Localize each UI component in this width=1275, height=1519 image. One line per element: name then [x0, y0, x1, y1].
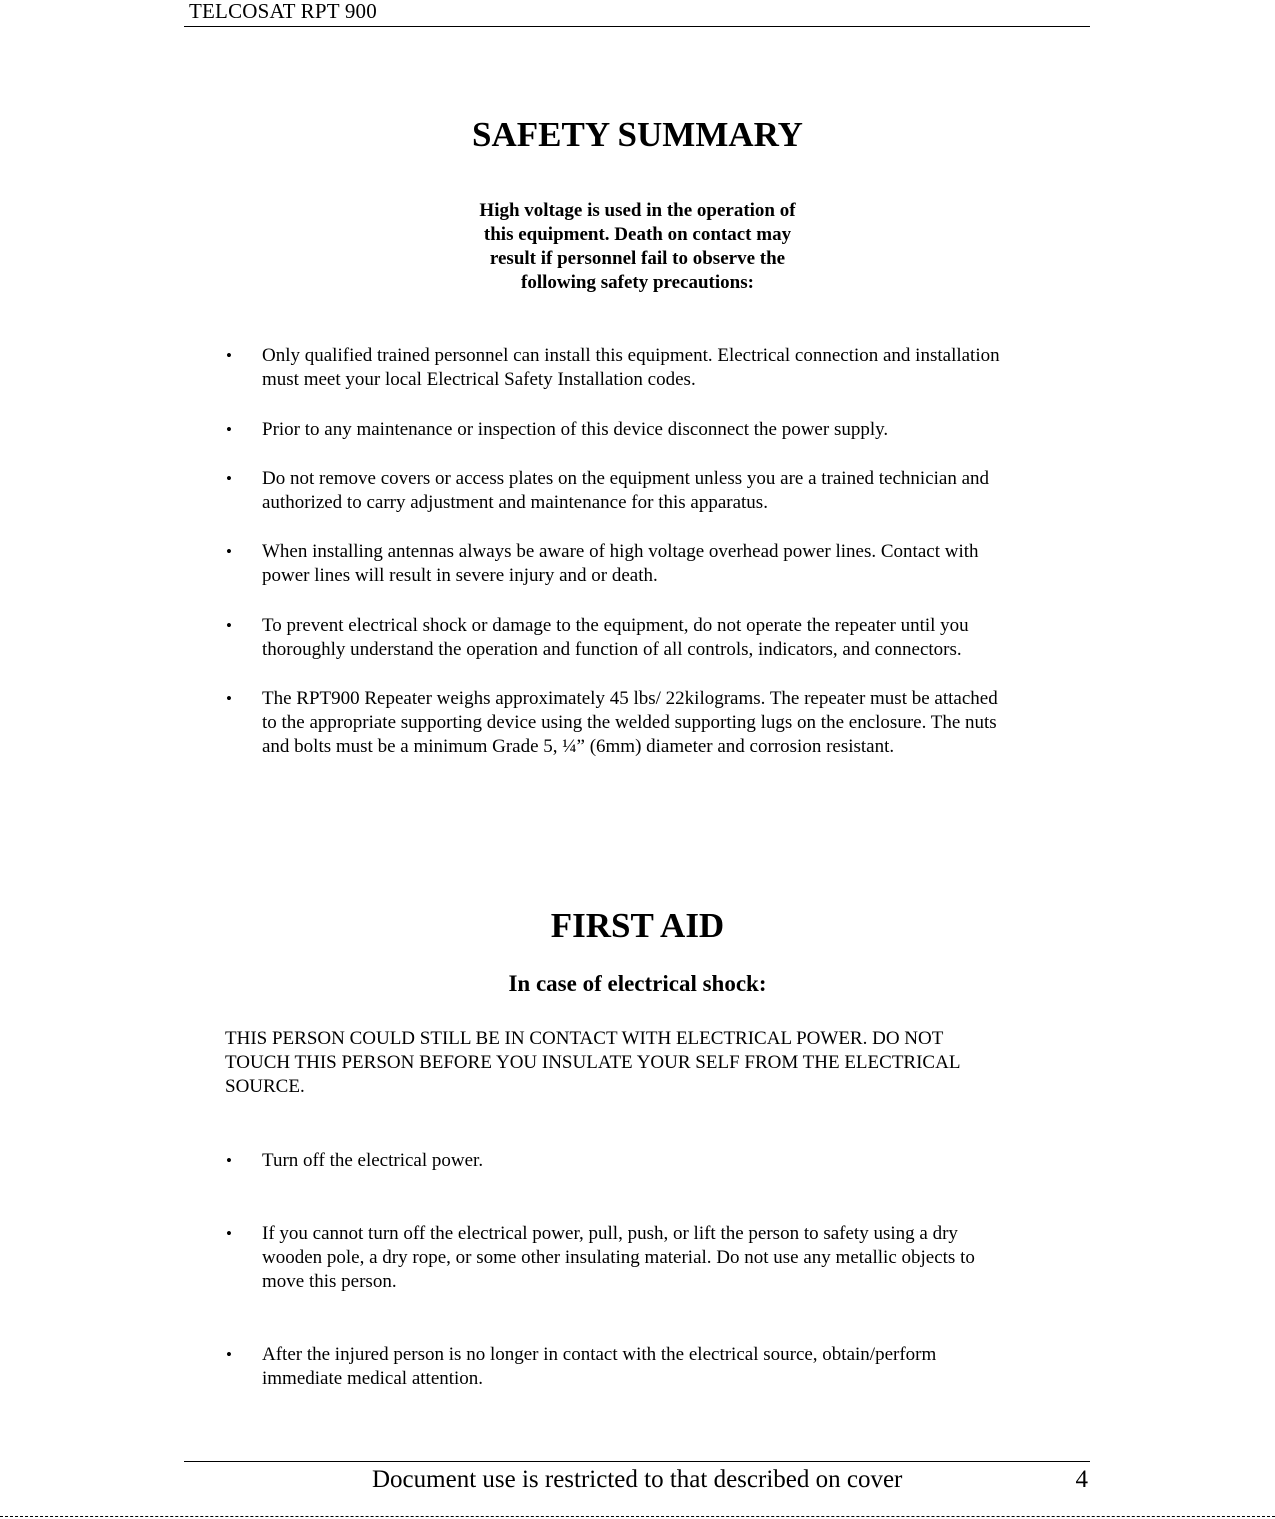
bullet-line: After the injured person is no longer in contact with the electrical source, obtain/perform — [262, 1344, 937, 1365]
bullet-line: When installing antennas always be aware of high voltage overhead power lines. Contact with — [262, 541, 979, 562]
bullet-line: The RPT900 Repeater weighs approximately 45 lbs/ 22kilograms. The repeater must be attached — [262, 688, 998, 709]
bullet-line: Only qualified trained personnel can install this equipment. Electrical connection and installation — [262, 345, 1000, 366]
caution-line: TOUCH THIS PERSON BEFORE YOU INSULATE YOUR SELF FROM THE ELECTRICAL — [225, 1052, 961, 1073]
warning-line: this equipment. Death on contact may — [483, 224, 792, 245]
bullet-line: and bolts must be a minimum Grade 5, ¼” (6mm) diameter and corrosion resistant. — [262, 736, 895, 757]
first-aid-subtitle: In case of electrical shock: — [508, 971, 767, 996]
bullet-line: Turn off the electrical power. — [262, 1150, 484, 1171]
page-footer — [184, 1461, 1090, 1502]
bullet-line: must meet your local Electrical Safety Installation codes. — [262, 369, 696, 390]
bullet-line: immediate medical attention. — [262, 1368, 484, 1389]
warning-line: High voltage is used in the operation of — [479, 200, 796, 221]
bullet-icon: • — [226, 469, 232, 488]
bullet-icon: • — [226, 420, 232, 439]
bullet-icon: • — [226, 542, 232, 561]
bullet-line: wooden pole, a dry rope, or some other insulating material. Do not use any metallic objects to — [262, 1247, 975, 1268]
bullet-icon: • — [226, 1151, 232, 1170]
bullet-line: power lines will result in severe injury and or death. — [262, 565, 658, 586]
warning-line: following safety precautions: — [521, 272, 754, 293]
page-edge-divider — [0, 1516, 1275, 1517]
bullet-line: thoroughly understand the operation and function of all controls, indicators, and connectors. — [262, 639, 962, 660]
electrical-contact-caution — [225, 1027, 1085, 1099]
footer-restriction-note: Document use is restricted to that described on cover — [372, 1466, 903, 1493]
bullet-line: move this person. — [262, 1271, 397, 1292]
bullet-line: Do not remove covers or access plates on the equipment unless you are a trained technician and — [262, 468, 990, 489]
page-number: 4 — [1075, 1466, 1088, 1493]
high-voltage-warning — [430, 199, 845, 295]
bullet-icon: • — [226, 1345, 232, 1364]
page-header — [184, 0, 1090, 27]
warning-line: result if personnel fail to observe the — [489, 248, 786, 269]
first-aid-title: FIRST AID — [550, 906, 725, 945]
safety-summary-title: SAFETY SUMMARY — [472, 115, 803, 154]
bullet-icon: • — [226, 1224, 232, 1243]
caution-line: THIS PERSON COULD STILL BE IN CONTACT WITH ELECTRICAL POWER. DO NOT — [225, 1028, 944, 1049]
bullet-icon: • — [226, 689, 232, 708]
bullet-line: Prior to any maintenance or inspection of this device disconnect the power supply. — [262, 419, 889, 440]
bullet-line: If you cannot turn off the electrical power, pull, push, or lift the person to safety using a dry — [262, 1223, 958, 1244]
caution-line: SOURCE. — [225, 1076, 305, 1097]
bullet-line: To prevent electrical shock or damage to the equipment, do not operate the repeater until you — [262, 615, 969, 636]
header-title: TELCOSAT RPT 900 — [189, 0, 377, 23]
bullet-icon: • — [226, 346, 232, 365]
bullet-line: authorized to carry adjustment and maintenance for this apparatus. — [262, 492, 768, 513]
bullet-line: to the appropriate supporting device using the welded supporting lugs on the enclosure. The nuts — [262, 712, 997, 733]
bullet-icon: • — [226, 616, 232, 635]
